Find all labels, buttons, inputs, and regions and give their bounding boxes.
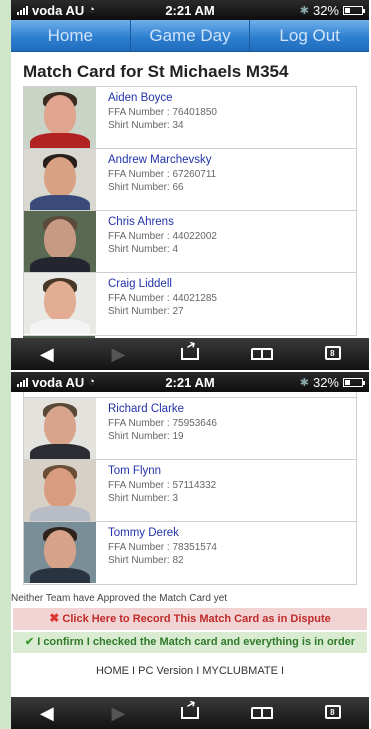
ffa-number: FFA Number : 67260711 [108, 169, 217, 180]
shirt-number: Shirt Number: 19 [108, 431, 184, 442]
screenshot-bottom [11, 372, 369, 729]
player-name[interactable]: Tom Flynn [108, 465, 162, 477]
shirt-number: Shirt Number: 4 [108, 244, 179, 255]
ffa-number: FFA Number : 44022002 [108, 231, 217, 242]
left-accent-bar [0, 0, 11, 729]
main-nav [11, 20, 369, 52]
player-photo [24, 398, 96, 459]
player-row[interactable] [24, 522, 356, 584]
carrier [17, 3, 95, 18]
shirt-number: Shirt Number: 3 [108, 493, 179, 504]
player-name[interactable]: Craig Liddell [108, 278, 172, 290]
browser-toolbar [11, 338, 369, 370]
nav-game-day[interactable]: Game Day [131, 20, 251, 51]
page-title: Match Card for St Michaels M354 [23, 62, 289, 81]
player-row[interactable] [24, 398, 356, 460]
wifi-icon: ◔ [88, 4, 95, 16]
battery-percent: 32% [312, 2, 339, 18]
share-icon[interactable] [170, 703, 210, 724]
footer-links[interactable]: HOME I PC Version I MYCLUBMATE I [95, 665, 285, 677]
player-row[interactable] [24, 460, 356, 522]
player-name[interactable]: Tommy Derek [108, 527, 179, 539]
player-name[interactable]: Richard Clarke [108, 403, 185, 415]
player-name[interactable]: Andrew Marchevsky [108, 154, 212, 166]
tabs-icon[interactable] [313, 703, 353, 724]
nav-home[interactable]: Home [11, 20, 131, 51]
ffa-number: FFA Number : 75953646 [108, 418, 217, 429]
ffa-number: FFA Number : 44021285 [108, 293, 217, 304]
status-time: 2:21 AM [165, 374, 215, 390]
confirm-button[interactable] [13, 632, 367, 653]
status-time: 2:21 AM [165, 2, 215, 18]
cross-icon: ✖ [49, 611, 60, 625]
player-photo [24, 87, 96, 148]
player-list [23, 86, 357, 336]
ffa-number: FFA Number : 76401850 [108, 107, 217, 118]
player-photo [24, 149, 96, 210]
forward-icon[interactable]: ▶ [111, 702, 126, 723]
back-icon[interactable]: ◀ [39, 343, 54, 364]
dispute-label: Click Here to Record This Match Card as in Dispute [62, 613, 331, 625]
shirt-number: Shirt Number: 34 [108, 120, 184, 131]
battery-icon [343, 6, 363, 15]
status-bar [11, 0, 369, 20]
player-photo [24, 522, 96, 583]
back-icon[interactable]: ◀ [39, 702, 54, 723]
player-row[interactable] [24, 87, 356, 149]
battery [300, 375, 363, 390]
tabs-icon[interactable] [313, 344, 353, 365]
forward-icon[interactable]: ▶ [111, 343, 126, 364]
player-photo [24, 273, 96, 334]
bluetooth-icon: ✱ [299, 376, 309, 389]
carrier-label: voda AU [32, 2, 85, 18]
signal-icon [17, 377, 28, 387]
ffa-number: FFA Number : 78351574 [108, 542, 217, 553]
battery-icon [343, 378, 363, 387]
carrier-label: voda AU [32, 374, 85, 390]
player-photo [24, 460, 96, 521]
player-row[interactable] [24, 149, 356, 211]
dispute-button[interactable] [13, 608, 367, 630]
player-row[interactable] [24, 273, 356, 335]
confirm-label: I confirm I checked the Match card and everything is in order [37, 636, 356, 648]
signal-icon [17, 5, 28, 15]
bookmarks-icon[interactable] [242, 703, 282, 724]
battery-percent: 32% [312, 374, 339, 390]
approval-notice: Neither Team have Approved the Match Card yet [11, 593, 228, 604]
screenshot-top [11, 0, 369, 370]
player-photo [24, 211, 96, 272]
nav-log-out[interactable]: Log Out [279, 26, 340, 45]
ffa-number: FFA Number : 57114332 [108, 480, 217, 491]
shirt-number: Shirt Number: 66 [108, 182, 184, 193]
bluetooth-icon: ✱ [299, 4, 309, 17]
shirt-number: Shirt Number: 27 [108, 306, 184, 317]
player-name[interactable]: Chris Ahrens [108, 216, 174, 228]
tabs-count: 8 [330, 348, 335, 358]
carrier [17, 375, 95, 390]
player-row[interactable] [24, 211, 356, 273]
share-icon[interactable] [170, 344, 210, 365]
battery [300, 3, 363, 18]
player-list [23, 398, 357, 585]
player-name[interactable]: Aiden Boyce [108, 92, 173, 104]
browser-toolbar [11, 697, 369, 729]
status-bar [11, 372, 369, 392]
bookmarks-icon[interactable] [242, 344, 282, 365]
wifi-icon: ◔ [88, 376, 95, 388]
tabs-count: 8 [330, 707, 335, 717]
check-icon: ✔ [24, 636, 35, 648]
shirt-number: Shirt Number: 82 [108, 555, 184, 566]
